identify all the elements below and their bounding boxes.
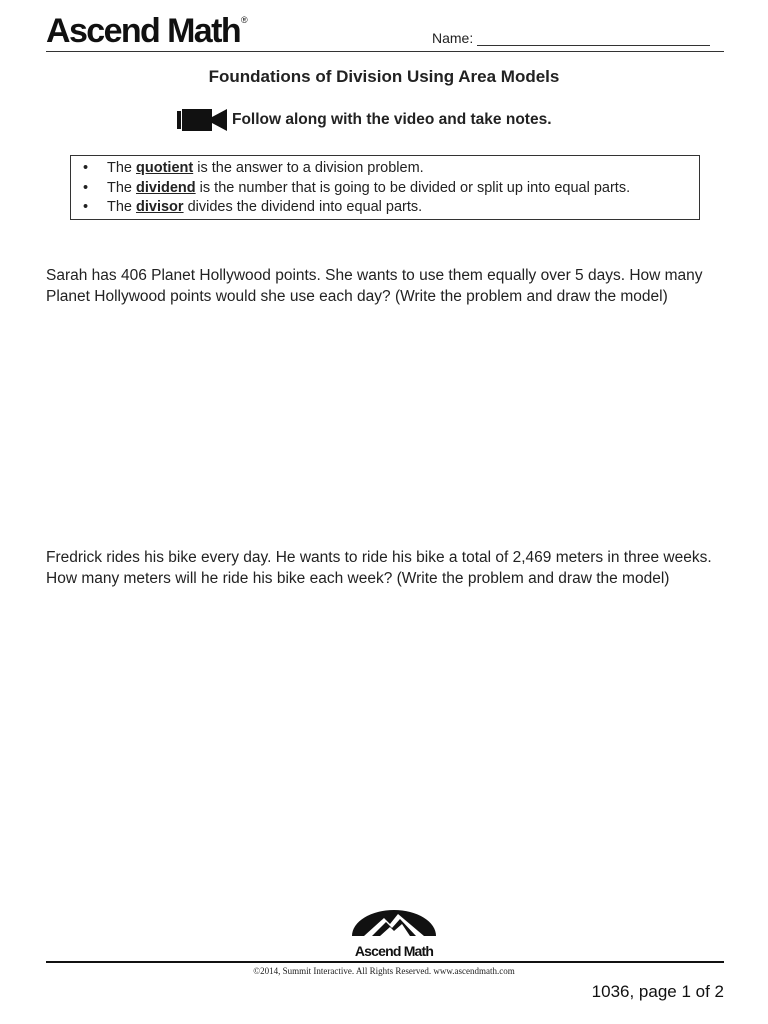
logo-text: Ascend Math xyxy=(46,12,240,50)
definition-item: • The divisor divides the dividend into equal parts. xyxy=(83,199,423,215)
video-instruction xyxy=(175,106,552,134)
video-instruction-text: Follow along with the video and take notes. xyxy=(232,111,552,128)
name-label: Name: xyxy=(432,30,474,46)
problem-2-text: Fredrick rides his bike every day. He wants to ride his bike a total of 2,469 meters in three weeks. How many meters will he ride his bike each week? (Write the problem and draw the model) xyxy=(46,549,712,587)
page-number: 1036, page 1 of 2 xyxy=(591,982,724,1001)
copyright-text: ©2014, Summit Interactive. All Rights Reserved. www.ascendmath.com xyxy=(253,966,515,976)
problem-1-text: Sarah has 406 Planet Hollywood points. She wants to use them equally over 5 days. How many Planet Hollywood points would she use each day? (Write the problem and draw the model) xyxy=(46,267,703,305)
header-divider xyxy=(46,51,724,52)
footer-logo-text: Ascend Math xyxy=(354,943,434,959)
footer-ascend-math-logo xyxy=(346,906,442,962)
name-line[interactable] xyxy=(477,31,710,46)
term-dividend: dividend xyxy=(136,179,196,196)
registered-mark: ® xyxy=(241,15,248,25)
page-title: Foundations of Division Using Area Models xyxy=(208,67,560,86)
definition-item: • The dividend is the number that is going to be divided or split up into equal parts. xyxy=(83,179,631,196)
definition-item: • The quotient is the answer to a division problem. xyxy=(83,160,424,176)
video-camera-icon xyxy=(175,106,229,134)
footer-divider xyxy=(46,961,724,963)
definitions-box xyxy=(70,155,700,220)
term-divisor: divisor xyxy=(136,199,184,215)
term-quotient: quotient xyxy=(136,160,194,176)
name-field[interactable] xyxy=(432,30,710,46)
ascend-math-logo xyxy=(46,14,247,48)
